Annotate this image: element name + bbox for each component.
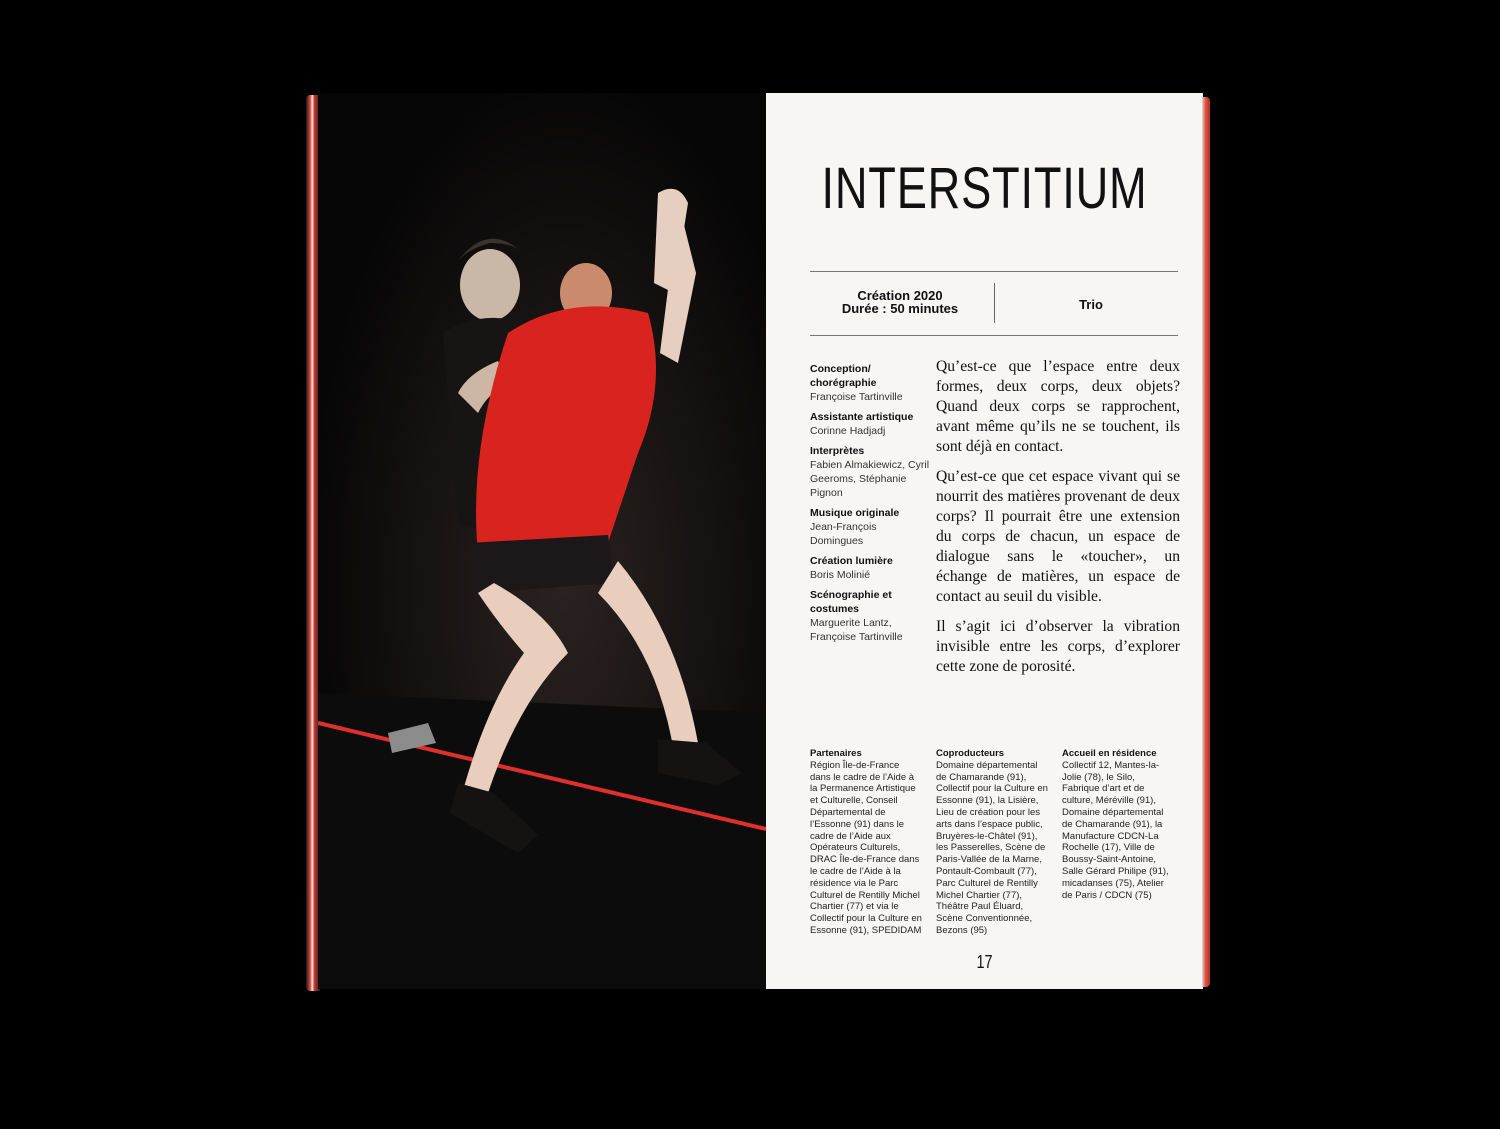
credit-role: Création lumière bbox=[810, 555, 893, 567]
format-label: Trio bbox=[1079, 297, 1103, 312]
residency-text: Collectif 12, Mantes-la-Jolie (78), le Silo, Fabrique d’art et de culture, Méréville (91), Domaine départemental de Chamarande (91), la Manufacture CDCN-La Rochelle (17), Ville de Boussy-Saint-Antoine, Salle Gérard Philipe (91), micadanses (75), Atelier de Paris / CDCN (75) bbox=[1062, 759, 1169, 901]
creation-duration bbox=[810, 289, 990, 315]
description bbox=[936, 357, 1180, 687]
credits-list bbox=[810, 362, 930, 650]
page-edges-right bbox=[1202, 97, 1210, 987]
creation-year: Création 2020 bbox=[857, 288, 943, 303]
page-number: 17 bbox=[976, 952, 993, 972]
credit-role: Interprètes bbox=[810, 445, 865, 457]
credit-item bbox=[810, 410, 930, 438]
show-title: INTERSTITIUM bbox=[821, 156, 1148, 221]
duration: Durée : 50 minutes bbox=[841, 301, 959, 316]
credit-name: Jean-François Domingues bbox=[810, 521, 877, 547]
credit-role: Conception/ chorégraphie bbox=[810, 363, 877, 389]
partners-heading: Partenaires bbox=[810, 748, 862, 759]
description-paragraph: Qu’est-ce que cet espace vivant qui se nourrit des matières provenant de deux corps? Il pourrait être une extension du corps de chacun, un espace de dialogue sans le «toucher», un échange de matières, un espace de contact au seuil du visible. bbox=[936, 468, 1180, 605]
credit-item bbox=[810, 444, 930, 500]
credit-name: Marguerite Lantz, Françoise Tartinville bbox=[810, 617, 903, 643]
credit-role: Musique originale bbox=[810, 507, 900, 519]
coproducers-block bbox=[936, 748, 1048, 937]
credit-name: Corinne Hadjadj bbox=[810, 425, 886, 437]
credit-item bbox=[810, 554, 930, 582]
partners-text: Région Île-de-France dans le cadre de l’Aide à la Permanence Artistique et Culturelle, Conseil Départemental de l’Essonne (91) dans le cadre de l’Aide aux Opérateurs Culturels, DRAC Île-de-France dans le cadre de l’Aide à la résidence via le Parc Culturel de Rentilly Michel Chartier (77) et via le Collectif pour la Culture en Essonne (91), SPEDIDAM bbox=[810, 759, 922, 936]
credit-item bbox=[810, 362, 930, 404]
credit-item bbox=[810, 588, 930, 644]
credit-name: Boris Molinié bbox=[810, 569, 871, 581]
credit-role: Scénographie et costumes bbox=[810, 589, 892, 615]
coproducers-text: Domaine départemental de Chamarande (91), Collectif pour la Culture en Essonne (91), la Lisière, Lieu de création pour les arts dans l’espace public, Bruyères-le-Châtel (91), les Passerelles, Scène de Paris-Vallée de la Marne, Pontault-Combault (77), Parc Culturel de Rentilly Michel Chartier (77), Théâtre Paul Éluard, Scène Conventionnée, Bezons (95) bbox=[936, 759, 1048, 936]
text-page bbox=[766, 93, 1203, 989]
booklet-spread bbox=[306, 91, 1210, 991]
residency-heading: Accueil en résidence bbox=[1062, 748, 1157, 759]
meta-divider bbox=[994, 283, 995, 323]
bottom-rule bbox=[810, 335, 1178, 336]
coproducers-heading: Coproducteurs bbox=[936, 748, 1005, 759]
credit-item bbox=[810, 506, 930, 548]
credit-role: Assistante artistique bbox=[810, 411, 914, 423]
dancers-illustration bbox=[318, 93, 766, 989]
top-rule bbox=[810, 271, 1178, 272]
description-paragraph: Qu’est-ce que l’espace entre deux formes, deux corps, deux objets? Quand deux corps se rapprochent, avant même qu’ils ne se touchent, ils sont déjà en contact. bbox=[936, 358, 1180, 455]
partners-block bbox=[810, 748, 922, 937]
description-paragraph: Il s’agit ici d’observer la vibration invisible entre les corps, d’explorer cette zone de porosité. bbox=[936, 618, 1180, 675]
credit-name: Fabien Almakiewicz, Cyril Geeroms, Stéphanie Pignon bbox=[810, 459, 930, 499]
credit-name: Françoise Tartinville bbox=[810, 391, 903, 403]
residency-block bbox=[1062, 748, 1174, 901]
dance-photo bbox=[318, 93, 766, 989]
